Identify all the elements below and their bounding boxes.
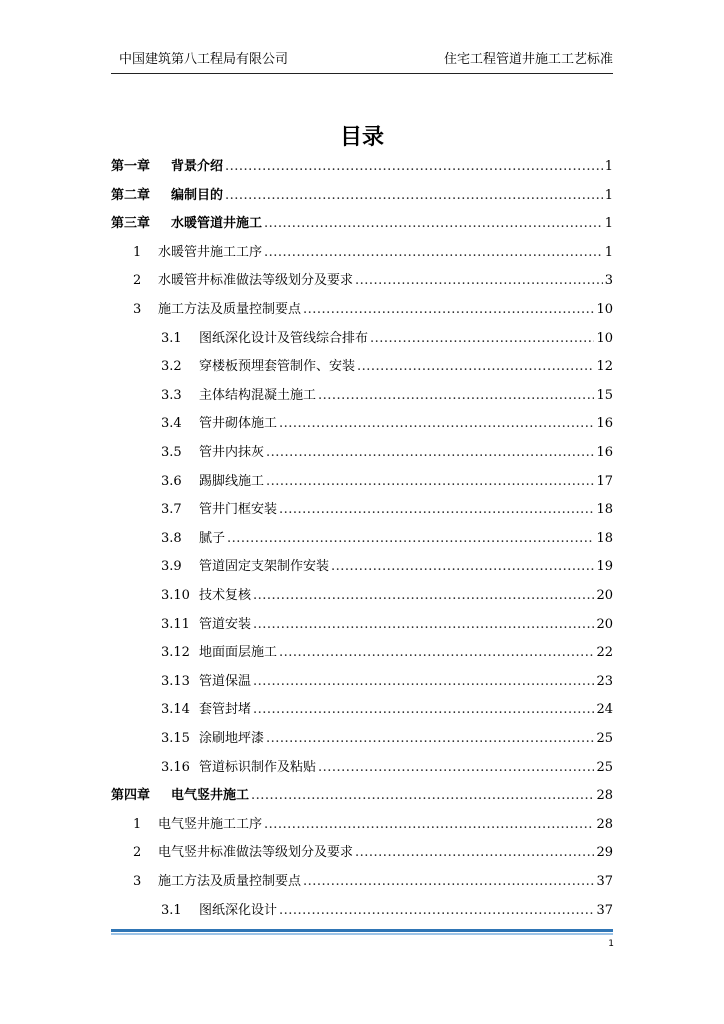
toc-entry[interactable] xyxy=(161,758,613,778)
header-company: 中国建筑第八工程局有限公司 xyxy=(119,52,289,67)
toc-entry-title: 电气竖井标准做法等级划分及要求 xyxy=(158,845,354,861)
toc-entry-page: 24 xyxy=(596,702,613,718)
toc-entry-page: 37 xyxy=(596,902,613,918)
toc-entry[interactable] xyxy=(161,500,613,520)
toc-entry-page: 17 xyxy=(596,473,613,489)
toc-entry-title: 水暖管井标准做法等级划分及要求 xyxy=(158,273,354,289)
toc-leader-dots xyxy=(227,529,594,549)
toc-entry[interactable] xyxy=(161,700,613,720)
toc-entry[interactable] xyxy=(111,214,613,234)
toc-entry-page: 16 xyxy=(596,416,613,432)
toc-entry-title: 套管封堵 xyxy=(199,702,252,718)
toc-entry-title: 管道保温 xyxy=(199,673,252,689)
toc-entry-title: 穿楼板预埋套管制作、安装 xyxy=(199,359,356,375)
toc-entry[interactable] xyxy=(161,643,613,663)
toc-entry-page: 1 xyxy=(604,159,613,174)
toc-leader-dots xyxy=(253,586,594,606)
toc-entry[interactable] xyxy=(133,300,613,320)
toc-entry[interactable] xyxy=(111,157,613,177)
toc-entry-title: 管道固定支架制作安装 xyxy=(199,559,330,575)
toc-entry-page: 22 xyxy=(596,645,613,661)
toc-entry-title: 图纸深化设计及管线综合排布 xyxy=(199,330,369,346)
toc-entry[interactable] xyxy=(133,872,613,892)
toc-entry-title: 技术复核 xyxy=(199,588,252,603)
toc-entry-number: 3.14 xyxy=(161,702,190,718)
toc-entry-number: 3.5 xyxy=(161,445,182,460)
page-number: 1 xyxy=(608,939,614,949)
toc-leader-dots xyxy=(266,443,594,463)
toc-entry-title: 水暖管井施工工序 xyxy=(158,244,263,260)
toc-entry-title: 施工方法及质量控制要点 xyxy=(158,302,302,317)
toc-entry-page: 25 xyxy=(596,759,613,775)
footer-divider-light xyxy=(111,933,613,935)
toc-leader-dots xyxy=(303,872,594,892)
toc-entry-page: 25 xyxy=(596,731,613,746)
toc-entry-page: 23 xyxy=(596,673,613,689)
toc-entry-number: 3 xyxy=(133,874,142,889)
toc-entry-number: 3.10 xyxy=(161,588,190,603)
toc-entry-title: 地面面层施工 xyxy=(199,645,278,661)
toc-entry-page: 10 xyxy=(596,302,613,317)
page-header xyxy=(111,48,613,72)
toc-entry[interactable] xyxy=(161,472,613,492)
toc-leader-dots xyxy=(355,271,603,291)
toc-leader-dots xyxy=(225,157,603,177)
toc-entry-page: 18 xyxy=(596,502,613,518)
toc-entry-title: 管道安装 xyxy=(199,616,252,632)
toc-entry-page: 1 xyxy=(604,187,613,203)
toc-title: 目录 xyxy=(339,124,384,150)
toc-leader-dots xyxy=(225,186,603,206)
toc-entry-page: 20 xyxy=(596,616,613,632)
toc-entry[interactable] xyxy=(161,414,613,434)
toc-entry[interactable] xyxy=(111,186,613,206)
toc-leader-dots xyxy=(264,815,594,835)
header-divider xyxy=(111,73,613,74)
toc-entry-number: 1 xyxy=(133,816,142,832)
toc-leader-dots xyxy=(266,729,594,749)
toc-entry-page: 18 xyxy=(596,530,613,546)
toc-entry[interactable] xyxy=(161,529,613,549)
toc-entry[interactable] xyxy=(111,786,613,806)
toc-entry-number: 3.9 xyxy=(161,559,182,575)
toc-leader-dots xyxy=(279,500,594,520)
toc-leader-dots xyxy=(253,615,594,635)
toc-entry-page: 15 xyxy=(596,387,613,403)
toc-leader-dots xyxy=(266,472,594,492)
header-document-title: 住宅工程管道井施工工艺标准 xyxy=(443,52,613,67)
toc-leader-dots xyxy=(318,758,594,778)
toc-entry-number: 2 xyxy=(133,273,142,289)
toc-entry-page: 19 xyxy=(596,559,613,575)
toc-entry-title: 涂刷地坪漆 xyxy=(199,731,265,746)
toc-entry-number: 3.15 xyxy=(161,731,190,746)
toc-entry[interactable] xyxy=(161,729,613,749)
toc-entry-number: 3 xyxy=(133,302,142,317)
toc-entry-title: 踢脚线施工 xyxy=(199,473,265,489)
toc-entry-number: 1 xyxy=(133,244,142,260)
toc-entry-title: 管井砌体施工 xyxy=(199,416,278,432)
toc-entry-number: 3.3 xyxy=(161,387,182,403)
toc-leader-dots xyxy=(355,843,594,863)
toc-entry[interactable] xyxy=(161,443,613,463)
toc-entry-number: 3.11 xyxy=(161,616,190,632)
toc-entry-page: 28 xyxy=(596,788,613,804)
toc-entry-page: 1 xyxy=(604,216,613,232)
toc-entry-page: 29 xyxy=(596,845,613,861)
toc-leader-dots xyxy=(279,414,594,434)
toc-entry-page: 10 xyxy=(596,330,613,346)
toc-entry[interactable] xyxy=(161,357,613,377)
toc-entry[interactable] xyxy=(161,386,613,406)
toc-leader-dots xyxy=(253,672,594,692)
toc-entry-number: 3.2 xyxy=(161,359,182,375)
toc-entry-number: 第四章 xyxy=(111,788,151,804)
toc-entry[interactable] xyxy=(133,271,613,291)
toc-entry-number: 3.8 xyxy=(161,530,182,546)
toc-entry[interactable] xyxy=(161,586,613,606)
toc-entry-number: 第三章 xyxy=(111,216,151,232)
footer-divider xyxy=(111,929,613,932)
toc-entry[interactable] xyxy=(161,672,613,692)
toc-entry-number: 3.12 xyxy=(161,645,190,661)
toc-entry[interactable] xyxy=(133,243,613,263)
toc-entry[interactable] xyxy=(161,329,613,349)
toc-entry-title: 施工方法及质量控制要点 xyxy=(158,874,302,889)
toc-entry[interactable] xyxy=(161,557,613,577)
toc-leader-dots xyxy=(303,300,594,320)
toc-leader-dots xyxy=(370,329,594,349)
toc-entry-number: 3.7 xyxy=(161,502,182,518)
toc-entry-title: 图纸深化设计 xyxy=(199,902,278,918)
toc-entry-number: 第二章 xyxy=(111,187,151,203)
toc-entry-page: 12 xyxy=(596,359,613,375)
toc-entry-title: 管井门框安装 xyxy=(199,502,278,518)
toc-entry-page: 20 xyxy=(596,588,613,603)
toc-entry-number: 3.1 xyxy=(161,330,182,346)
toc-entry[interactable] xyxy=(161,901,613,921)
toc-entry-title: 电气竖井施工 xyxy=(171,788,250,804)
toc-entry[interactable] xyxy=(133,843,613,863)
toc-entry-page: 37 xyxy=(596,874,613,889)
toc-entry-number: 第一章 xyxy=(111,159,151,174)
toc-entry-title: 电气竖井施工工序 xyxy=(158,816,263,832)
toc-entry-title: 管井内抹灰 xyxy=(199,445,265,460)
toc-leader-dots xyxy=(318,386,594,406)
toc-entry-title: 水暖管道井施工 xyxy=(171,216,263,232)
toc-entry-number: 3.16 xyxy=(161,759,190,775)
toc-entry[interactable] xyxy=(161,615,613,635)
toc-entry-number: 3.6 xyxy=(161,473,182,489)
toc-entry-number: 2 xyxy=(133,845,142,861)
toc-leader-dots xyxy=(264,243,603,263)
toc-leader-dots xyxy=(279,643,594,663)
toc-entry-title: 编制目的 xyxy=(171,187,224,203)
toc-entry-page: 3 xyxy=(604,273,613,289)
toc-entry-title: 背景介绍 xyxy=(171,159,224,174)
toc-entry[interactable] xyxy=(133,815,613,835)
toc-leader-dots xyxy=(253,700,594,720)
toc-entry-number: 3.1 xyxy=(161,902,182,918)
toc-entry-title: 主体结构混凝土施工 xyxy=(199,387,317,403)
toc-entry-page: 28 xyxy=(596,816,613,832)
toc-entry-title: 腻子 xyxy=(199,530,226,546)
toc-leader-dots xyxy=(331,557,594,577)
toc-entry-number: 3.13 xyxy=(161,673,190,689)
toc-entry-title: 管道标识制作及粘贴 xyxy=(199,759,317,775)
toc-leader-dots xyxy=(251,786,594,806)
toc-leader-dots xyxy=(264,214,603,234)
toc-entry-number: 3.4 xyxy=(161,416,182,432)
toc-entry-page: 1 xyxy=(604,244,613,260)
toc-leader-dots xyxy=(357,357,594,377)
toc-leader-dots xyxy=(279,901,594,921)
toc-entry-page: 16 xyxy=(596,445,613,460)
